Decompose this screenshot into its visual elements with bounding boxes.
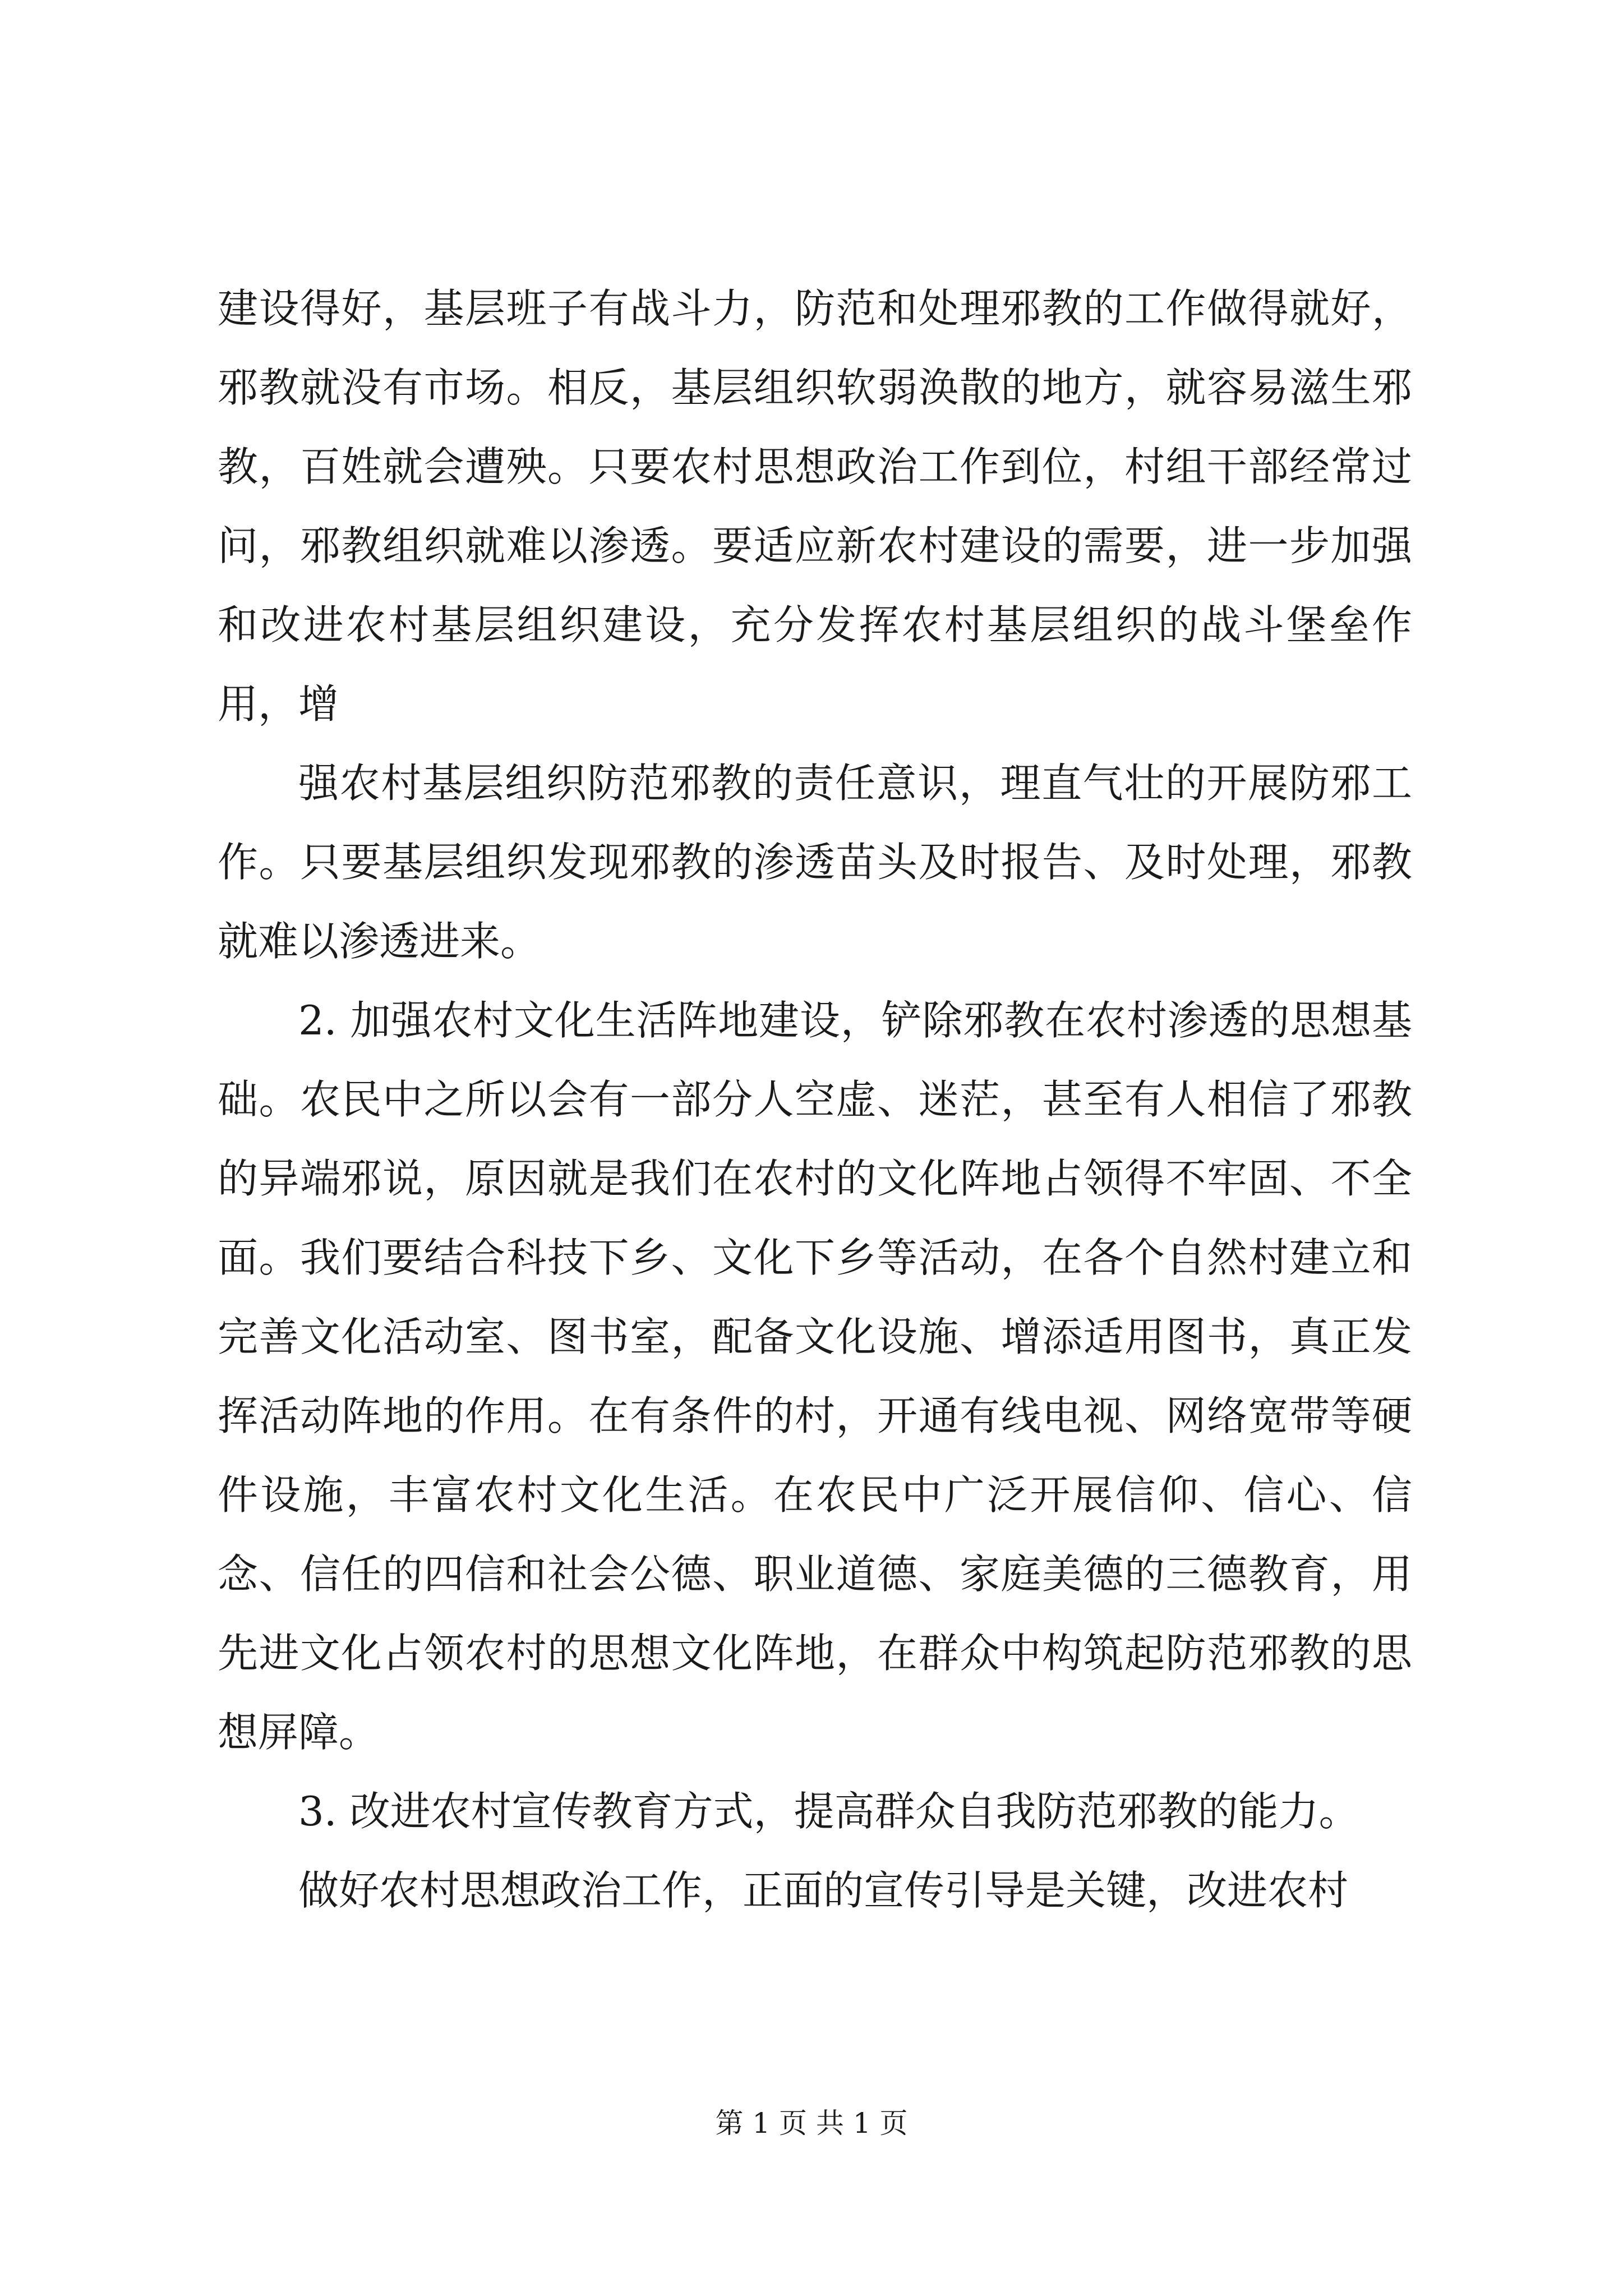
paragraph-2: 强农村基层组织防范邪教的责任意识，理直气壮的开展防邪工作。只要基层组织发现邪教的渗透苗头及时报告、及时处理，邪教就难以渗透进来。	[218, 760, 1412, 965]
page-footer: 第 1 页 共 1 页	[715, 2107, 908, 2139]
document-body	[218, 269, 1412, 1930]
paragraph-5: 做好农村思想政治工作，正面的宣传引导是关键，改进农村	[298, 1867, 1349, 1914]
paragraph-4: 3. 改进农村宣传教育方式，提高群众自我防范邪教的能力。	[298, 1788, 1359, 1835]
paragraph-1: 建设得好，基层班子有战斗力，防范和处理邪教的工作做得就好，邪教就没有市场。相反，基层组织软弱涣散的地方，就容易滋生邪教，百姓就会遭殃。只要农村思想政治工作到位，村组干部经常过问，邪教组织就难以渗透。要适应新农村建设的需要，进一步加强和改进农村基层组织建设，充分发挥农村基层组织的战斗堡垒作用，增	[218, 285, 1412, 728]
paragraph-3: 2. 加强农村文化生活阵地建设，铲除邪教在农村渗透的思想基础。农民中之所以会有一部分人空虚、迷茫，甚至有人相信了邪教的异端邪说，原因就是我们在农村的文化阵地占领得不牢固、不全面。我们要结合科技下乡、文化下乡等活动，在各个自然村建立和完善文化活动室、图书室，配备文化设施、增添适用图书，真正发挥活动阵地的作用。在有条件的村，开通有线电视、网络宽带等硬件设施，丰富农村文化生活。在农民中广泛开展信仰、信心、信念、信任的四信和社会公德、职业道德、家庭美德的三德教育，用先进文化占领农村的思想文化阵地，在群众中构筑起防范邪教的思想屏障。	[218, 997, 1412, 1756]
